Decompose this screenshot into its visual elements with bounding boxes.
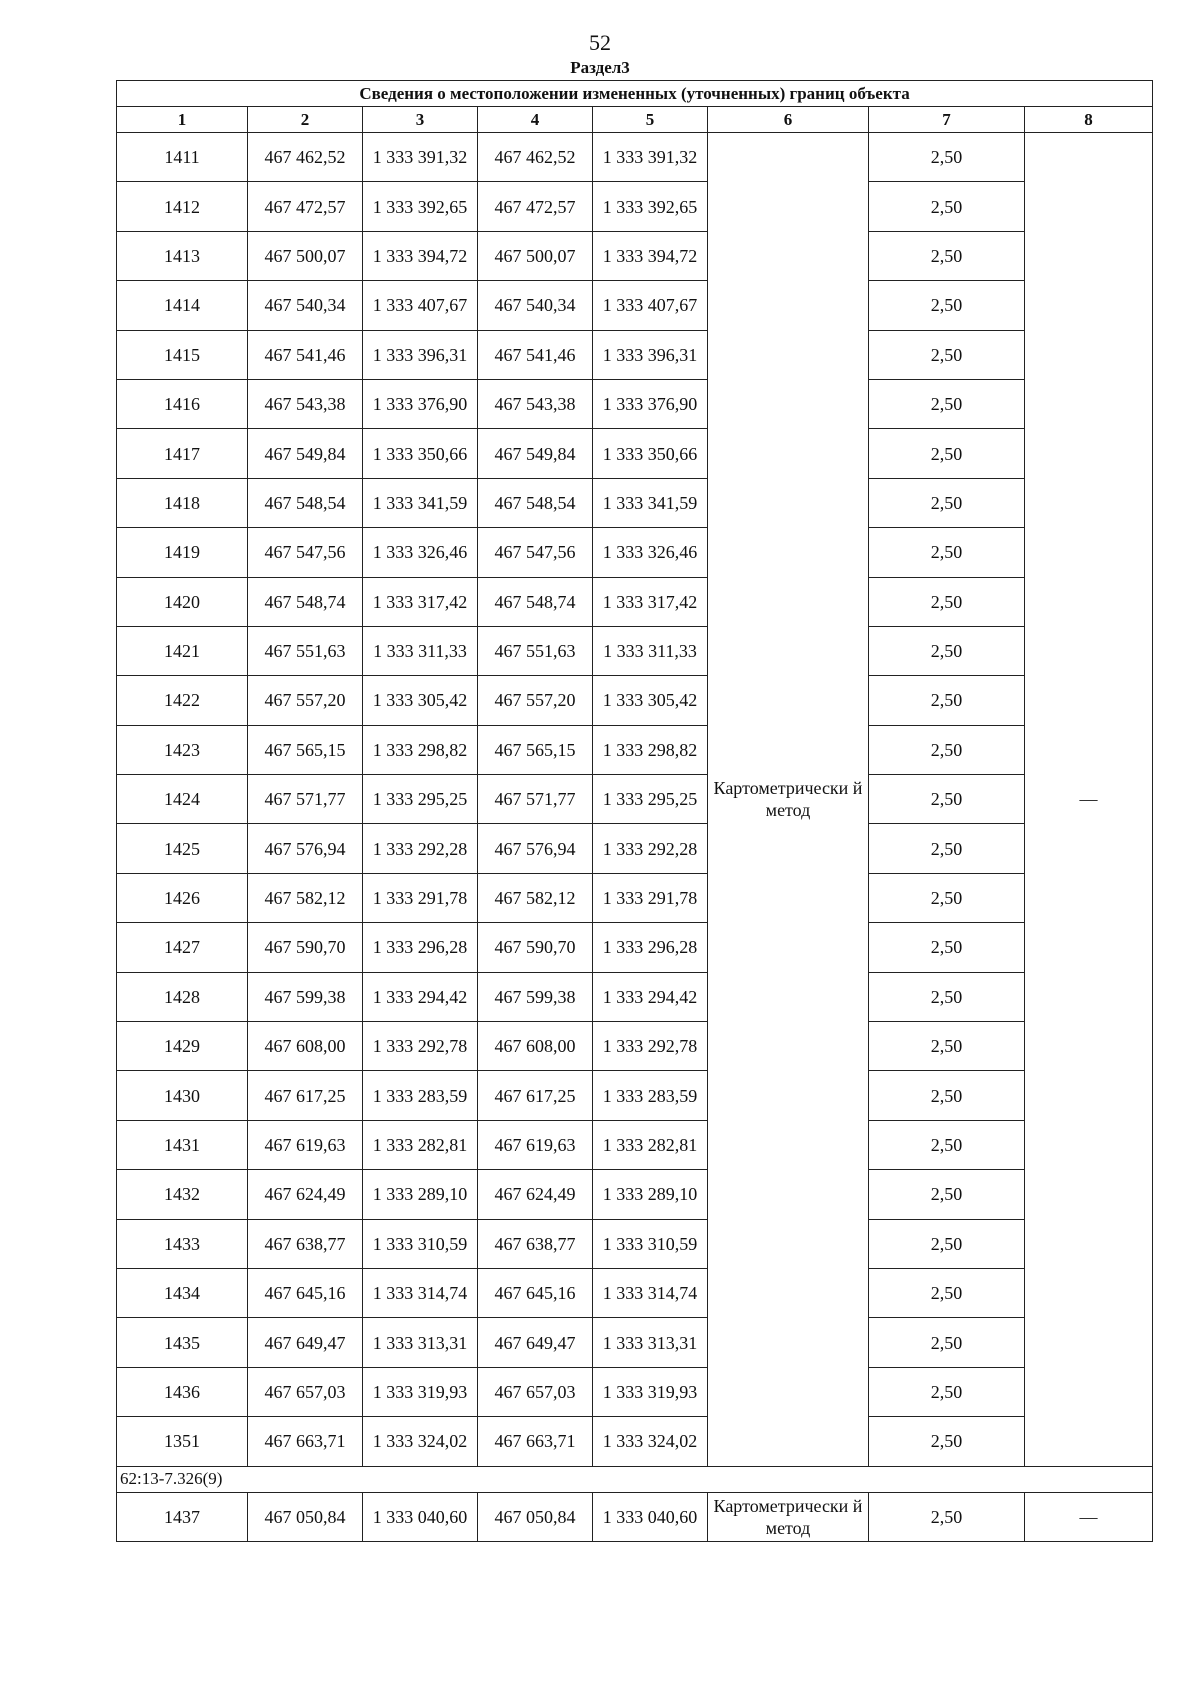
x-old-cell: 467 649,47 [248, 1318, 363, 1367]
accuracy-cell: 2,50 [869, 1417, 1025, 1466]
x-old-cell: 467 599,38 [248, 972, 363, 1021]
accuracy-cell: 2,50 [869, 133, 1025, 182]
x-new-cell: 467 500,07 [478, 231, 593, 280]
x-old-cell: 467 549,84 [248, 429, 363, 478]
y-new-cell: 1 333 040,60 [593, 1492, 708, 1541]
point-number-cell: 1417 [117, 429, 248, 478]
page-number: 52 [589, 30, 611, 55]
point-number-cell: 1412 [117, 182, 248, 231]
y-old-cell: 1 333 292,78 [363, 1022, 478, 1071]
group-label-row [117, 1466, 1153, 1492]
point-number-cell: 1427 [117, 923, 248, 972]
table-row [117, 133, 1153, 182]
x-old-cell: 467 050,84 [248, 1492, 363, 1541]
x-old-cell: 467 551,63 [248, 626, 363, 675]
point-number-cell: 1415 [117, 330, 248, 379]
accuracy-cell: 2,50 [869, 1492, 1025, 1541]
x-new-cell: 467 462,52 [478, 133, 593, 182]
point-number-cell: 1416 [117, 379, 248, 428]
accuracy-cell: 2,50 [869, 824, 1025, 873]
point-number-cell: 1424 [117, 775, 248, 824]
y-old-cell: 1 333 296,28 [363, 923, 478, 972]
y-new-cell: 1 333 296,28 [593, 923, 708, 972]
point-number-cell: 1426 [117, 873, 248, 922]
accuracy-cell: 2,50 [869, 676, 1025, 725]
y-new-cell: 1 333 292,78 [593, 1022, 708, 1071]
y-new-cell: 1 333 317,42 [593, 577, 708, 626]
y-old-cell: 1 333 391,32 [363, 133, 478, 182]
table-row [117, 1219, 1153, 1268]
point-number-cell: 1432 [117, 1170, 248, 1219]
table-row [117, 330, 1153, 379]
x-old-cell: 467 557,20 [248, 676, 363, 725]
y-new-cell: 1 333 311,33 [593, 626, 708, 675]
y-new-cell: 1 333 319,93 [593, 1367, 708, 1416]
x-old-cell: 467 541,46 [248, 330, 363, 379]
x-old-cell: 467 548,74 [248, 577, 363, 626]
x-old-cell: 467 547,56 [248, 528, 363, 577]
x-old-cell: 467 582,12 [248, 873, 363, 922]
accuracy-cell: 2,50 [869, 379, 1025, 428]
point-number-cell: 1434 [117, 1268, 248, 1317]
point-number-cell: 1413 [117, 231, 248, 280]
point-number-cell: 1431 [117, 1120, 248, 1169]
column-number-5: 5 [593, 107, 708, 133]
x-old-cell: 467 548,54 [248, 478, 363, 527]
table-row [117, 1170, 1153, 1219]
table-row [117, 577, 1153, 626]
x-old-cell: 467 624,49 [248, 1170, 363, 1219]
table-row [117, 379, 1153, 428]
y-new-cell: 1 333 376,90 [593, 379, 708, 428]
accuracy-cell: 2,50 [869, 626, 1025, 675]
y-new-cell: 1 333 310,59 [593, 1219, 708, 1268]
y-old-cell: 1 333 298,82 [363, 725, 478, 774]
accuracy-cell: 2,50 [869, 281, 1025, 330]
y-new-cell: 1 333 391,32 [593, 133, 708, 182]
accuracy-cell: 2,50 [869, 1071, 1025, 1120]
x-new-cell: 467 571,77 [478, 775, 593, 824]
y-old-cell: 1 333 291,78 [363, 873, 478, 922]
x-old-cell: 467 657,03 [248, 1367, 363, 1416]
point-number-cell: 1423 [117, 725, 248, 774]
table-row [117, 972, 1153, 1021]
x-new-cell: 467 649,47 [478, 1318, 593, 1367]
point-number-cell: 1351 [117, 1417, 248, 1466]
table-caption-row [117, 81, 1153, 107]
table-row [117, 182, 1153, 231]
x-new-cell: 467 050,84 [478, 1492, 593, 1541]
y-new-cell: 1 333 314,74 [593, 1268, 708, 1317]
table-row [117, 1367, 1153, 1416]
point-number-cell: 1419 [117, 528, 248, 577]
x-new-cell: 467 608,00 [478, 1022, 593, 1071]
y-new-cell: 1 333 298,82 [593, 725, 708, 774]
accuracy-cell: 2,50 [869, 528, 1025, 577]
y-new-cell: 1 333 294,42 [593, 972, 708, 1021]
x-old-cell: 467 571,77 [248, 775, 363, 824]
x-new-cell: 467 548,54 [478, 478, 593, 527]
x-new-cell: 467 551,63 [478, 626, 593, 675]
column-number-6: 6 [708, 107, 869, 133]
y-new-cell: 1 333 282,81 [593, 1120, 708, 1169]
table-row [117, 775, 1153, 824]
y-new-cell: 1 333 291,78 [593, 873, 708, 922]
x-new-cell: 467 617,25 [478, 1071, 593, 1120]
y-new-cell: 1 333 407,67 [593, 281, 708, 330]
table-row [117, 824, 1153, 873]
point-number-cell: 1428 [117, 972, 248, 1021]
x-new-cell: 467 657,03 [478, 1367, 593, 1416]
y-new-cell: 1 333 283,59 [593, 1071, 708, 1120]
x-new-cell: 467 565,15 [478, 725, 593, 774]
x-old-cell: 467 472,57 [248, 182, 363, 231]
y-new-cell: 1 333 313,31 [593, 1318, 708, 1367]
y-old-cell: 1 333 392,65 [363, 182, 478, 231]
table-row [117, 1022, 1153, 1071]
table-row [117, 725, 1153, 774]
accuracy-cell: 2,50 [869, 1268, 1025, 1317]
accuracy-cell: 2,50 [869, 725, 1025, 774]
column-number-3: 3 [363, 107, 478, 133]
section-title: Раздел3 [570, 58, 630, 77]
table-row [117, 873, 1153, 922]
x-old-cell: 467 543,38 [248, 379, 363, 428]
table-row [117, 676, 1153, 725]
table-row [117, 1318, 1153, 1367]
y-old-cell: 1 333 326,46 [363, 528, 478, 577]
x-new-cell: 467 576,94 [478, 824, 593, 873]
table-row [117, 1492, 1153, 1541]
method-cell: Картометрически й метод [708, 133, 869, 1467]
y-old-cell: 1 333 295,25 [363, 775, 478, 824]
point-number-cell: 1435 [117, 1318, 248, 1367]
y-old-cell: 1 333 311,33 [363, 626, 478, 675]
column-number-row [117, 107, 1153, 133]
point-number-cell: 1429 [117, 1022, 248, 1071]
point-number-cell: 1420 [117, 577, 248, 626]
column-number-4: 4 [478, 107, 593, 133]
y-old-cell: 1 333 314,74 [363, 1268, 478, 1317]
x-old-cell: 467 565,15 [248, 725, 363, 774]
y-old-cell: 1 333 289,10 [363, 1170, 478, 1219]
y-old-cell: 1 333 324,02 [363, 1417, 478, 1466]
y-old-cell: 1 333 317,42 [363, 577, 478, 626]
y-old-cell: 1 333 305,42 [363, 676, 478, 725]
y-new-cell: 1 333 350,66 [593, 429, 708, 478]
x-new-cell: 467 645,16 [478, 1268, 593, 1317]
accuracy-cell: 2,50 [869, 577, 1025, 626]
x-old-cell: 467 617,25 [248, 1071, 363, 1120]
y-old-cell: 1 333 394,72 [363, 231, 478, 280]
table-row [117, 281, 1153, 330]
y-old-cell: 1 333 294,42 [363, 972, 478, 1021]
accuracy-cell: 2,50 [869, 231, 1025, 280]
x-new-cell: 467 549,84 [478, 429, 593, 478]
coordinates-table [116, 80, 1153, 1542]
accuracy-cell: 2,50 [869, 330, 1025, 379]
x-new-cell: 467 547,56 [478, 528, 593, 577]
point-number-cell: 1414 [117, 281, 248, 330]
accuracy-cell: 2,50 [869, 1170, 1025, 1219]
accuracy-cell: 2,50 [869, 1219, 1025, 1268]
x-old-cell: 467 576,94 [248, 824, 363, 873]
accuracy-cell: 2,50 [869, 1318, 1025, 1367]
y-old-cell: 1 333 319,93 [363, 1367, 478, 1416]
x-new-cell: 467 540,34 [478, 281, 593, 330]
accuracy-cell: 2,50 [869, 1367, 1025, 1416]
table-row [117, 528, 1153, 577]
point-number-cell: 1422 [117, 676, 248, 725]
x-old-cell: 467 540,34 [248, 281, 363, 330]
x-new-cell: 467 619,63 [478, 1120, 593, 1169]
x-new-cell: 467 582,12 [478, 873, 593, 922]
accuracy-cell: 2,50 [869, 873, 1025, 922]
x-new-cell: 467 590,70 [478, 923, 593, 972]
table-row [117, 478, 1153, 527]
accuracy-cell: 2,50 [869, 478, 1025, 527]
table-row [117, 231, 1153, 280]
x-new-cell: 467 624,49 [478, 1170, 593, 1219]
x-old-cell: 467 500,07 [248, 231, 363, 280]
y-old-cell: 1 333 282,81 [363, 1120, 478, 1169]
y-new-cell: 1 333 394,72 [593, 231, 708, 280]
table-row [117, 923, 1153, 972]
y-old-cell: 1 333 350,66 [363, 429, 478, 478]
table-caption: Сведения о местоположении измененных (уточненных) границ объекта [117, 81, 1153, 107]
x-old-cell: 467 638,77 [248, 1219, 363, 1268]
y-new-cell: 1 333 292,28 [593, 824, 708, 873]
y-new-cell: 1 333 295,25 [593, 775, 708, 824]
x-old-cell: 467 619,63 [248, 1120, 363, 1169]
accuracy-cell: 2,50 [869, 1022, 1025, 1071]
y-new-cell: 1 333 324,02 [593, 1417, 708, 1466]
y-old-cell: 1 333 313,31 [363, 1318, 478, 1367]
column-number-8: 8 [1025, 107, 1153, 133]
column-number-7: 7 [869, 107, 1025, 133]
x-old-cell: 467 645,16 [248, 1268, 363, 1317]
point-number-cell: 1411 [117, 133, 248, 182]
x-new-cell: 467 599,38 [478, 972, 593, 1021]
x-new-cell: 467 543,38 [478, 379, 593, 428]
y-new-cell: 1 333 289,10 [593, 1170, 708, 1219]
accuracy-cell: 2,50 [869, 775, 1025, 824]
x-new-cell: 467 638,77 [478, 1219, 593, 1268]
point-number-cell: 1437 [117, 1492, 248, 1541]
point-number-cell: 1418 [117, 478, 248, 527]
x-new-cell: 467 557,20 [478, 676, 593, 725]
column-number-1: 1 [117, 107, 248, 133]
x-old-cell: 467 663,71 [248, 1417, 363, 1466]
y-old-cell: 1 333 283,59 [363, 1071, 478, 1120]
y-old-cell: 1 333 407,67 [363, 281, 478, 330]
point-number-cell: 1430 [117, 1071, 248, 1120]
x-new-cell: 467 663,71 [478, 1417, 593, 1466]
y-new-cell: 1 333 396,31 [593, 330, 708, 379]
accuracy-cell: 2,50 [869, 429, 1025, 478]
x-old-cell: 467 590,70 [248, 923, 363, 972]
table-row [117, 1120, 1153, 1169]
x-new-cell: 467 541,46 [478, 330, 593, 379]
point-number-cell: 1433 [117, 1219, 248, 1268]
col8-cell: — [1025, 133, 1153, 1467]
table-row [117, 1071, 1153, 1120]
point-number-cell: 1425 [117, 824, 248, 873]
table-row [117, 1417, 1153, 1466]
x-new-cell: 467 548,74 [478, 577, 593, 626]
method-cell: Картометрически й метод [708, 1492, 869, 1541]
x-old-cell: 467 462,52 [248, 133, 363, 182]
table-row [117, 1268, 1153, 1317]
accuracy-cell: 2,50 [869, 182, 1025, 231]
y-new-cell: 1 333 305,42 [593, 676, 708, 725]
x-new-cell: 467 472,57 [478, 182, 593, 231]
table-row [117, 429, 1153, 478]
column-number-2: 2 [248, 107, 363, 133]
y-old-cell: 1 333 341,59 [363, 478, 478, 527]
x-old-cell: 467 608,00 [248, 1022, 363, 1071]
y-new-cell: 1 333 326,46 [593, 528, 708, 577]
accuracy-cell: 2,50 [869, 923, 1025, 972]
point-number-cell: 1436 [117, 1367, 248, 1416]
col8-cell: — [1025, 1492, 1153, 1541]
y-old-cell: 1 333 040,60 [363, 1492, 478, 1541]
y-old-cell: 1 333 310,59 [363, 1219, 478, 1268]
y-old-cell: 1 333 376,90 [363, 379, 478, 428]
table-row [117, 626, 1153, 675]
point-number-cell: 1421 [117, 626, 248, 675]
accuracy-cell: 2,50 [869, 1120, 1025, 1169]
y-old-cell: 1 333 292,28 [363, 824, 478, 873]
accuracy-cell: 2,50 [869, 972, 1025, 1021]
y-old-cell: 1 333 396,31 [363, 330, 478, 379]
group-label: 62:13-7.326(9) [117, 1466, 1153, 1492]
y-new-cell: 1 333 392,65 [593, 182, 708, 231]
y-new-cell: 1 333 341,59 [593, 478, 708, 527]
